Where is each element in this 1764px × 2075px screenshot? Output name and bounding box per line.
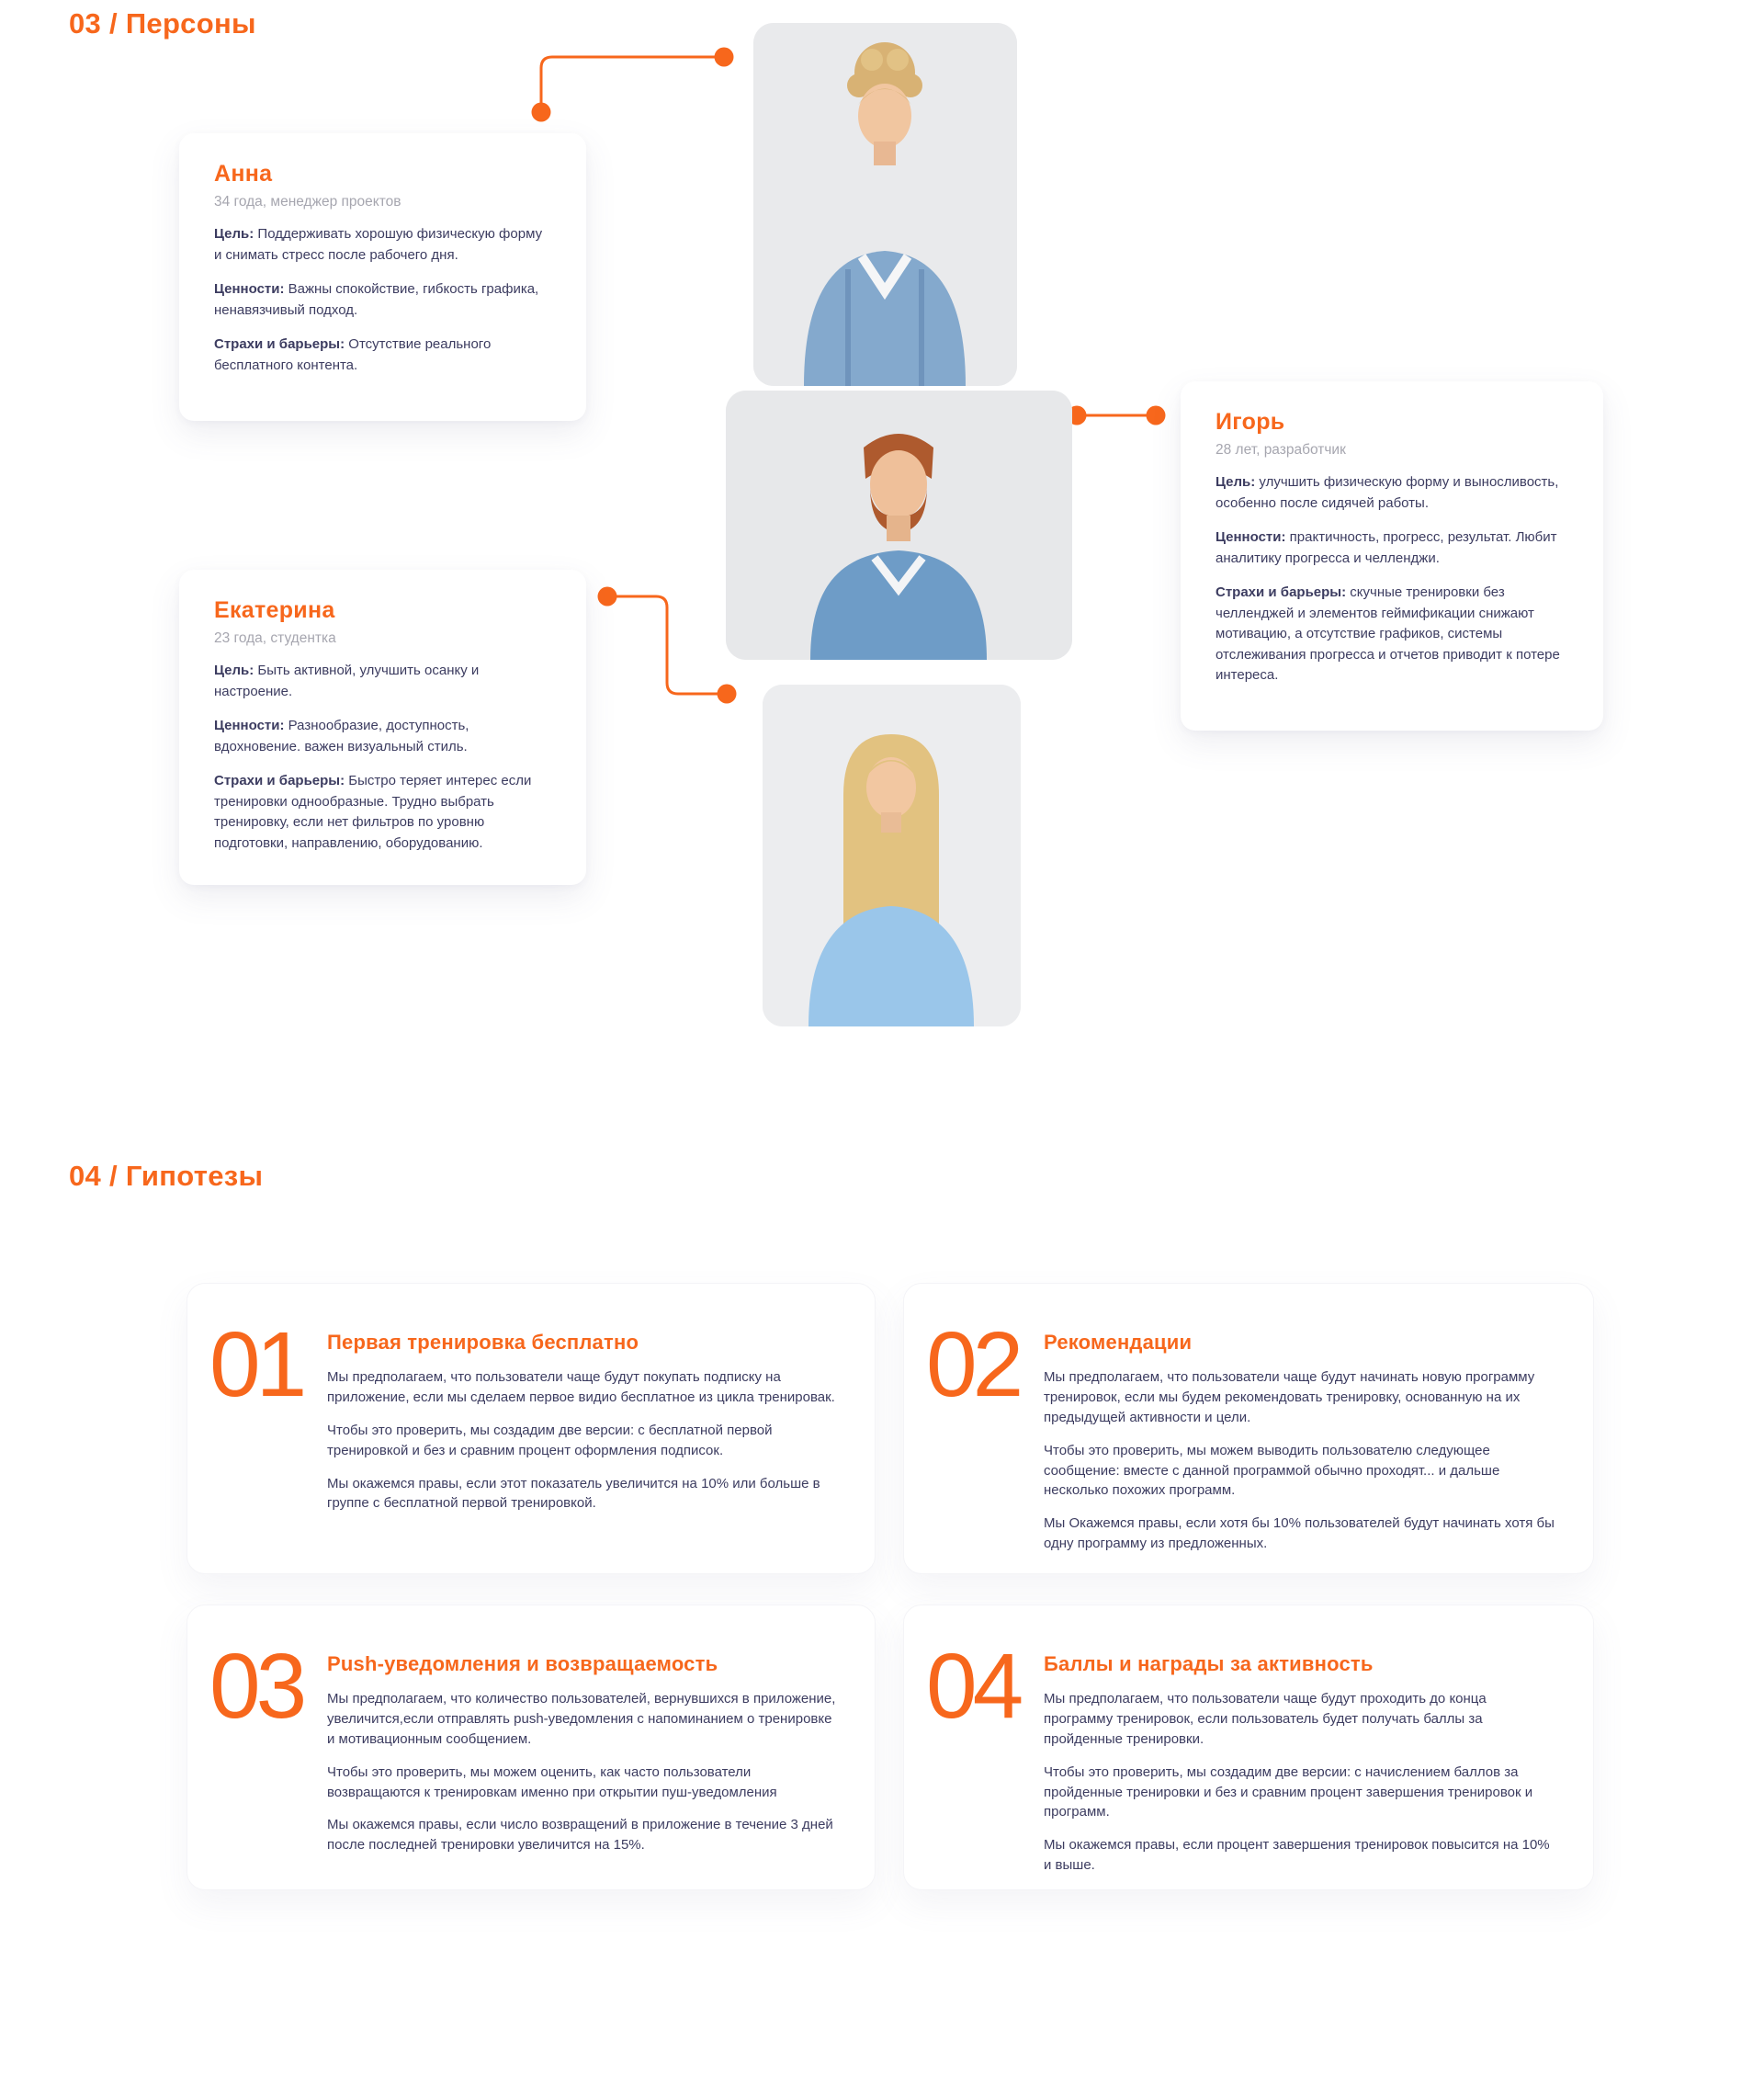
persona-name: Игорь xyxy=(1216,409,1285,435)
field-text: скучные тренировки без челленджей и элементов геймификации снижают мотивацию, а отсутствие графиков, системы отслеживания прогресса и отчетов приводит к потере интереса. xyxy=(1216,584,1560,683)
field-label: Страхи и барьеры: xyxy=(1216,584,1347,600)
hypothesis-paragraph: Мы предполагаем, что количество пользователей, вернувшихся в приложение, увеличится,если отправлять push-уведомления с напоминанием о тренировке и мотивационным сообщением. xyxy=(327,1691,836,1747)
hypothesis-paragraph: Мы предполагаем, что пользователи чаще будут начинать новую программу тренировок, если мы будем рекомендовать тренировку, основанную на их предыдущей активности и цели. xyxy=(1044,1369,1535,1425)
hypothesis-number: 02 xyxy=(926,1313,1020,1416)
hypothesis-title: Первая тренировка бесплатно xyxy=(327,1331,639,1354)
field-label: Ценности: xyxy=(214,281,285,297)
field-text: Быстро теряет интерес если тренировки однообразные. Трудно выбрать тренировку, если нет фильтров по уровню подготовки, направлению, оборудованию. xyxy=(214,773,532,851)
hypothesis-content xyxy=(1044,1648,1555,1876)
hypothesis-card-2 xyxy=(903,1283,1594,1574)
persona-name: Екатерина xyxy=(214,597,335,623)
field-text: Поддерживать хорошую физическую форму и снимать стресс после рабочего дня. xyxy=(214,226,543,263)
field-text: практичность, прогресс, результат. Любит аналитику прогресса и челленджи. xyxy=(1216,529,1557,566)
connector-anna xyxy=(532,48,734,122)
persona-card-igor xyxy=(1181,381,1603,731)
field-label: Ценности: xyxy=(1216,529,1286,545)
persona-field-values xyxy=(1216,527,1570,569)
hypothesis-content xyxy=(1044,1326,1555,1554)
hypothesis-content xyxy=(327,1326,836,1514)
field-label: Ценности: xyxy=(214,718,285,733)
section-title-hypotheses: 04 / Гипотезы xyxy=(69,1160,264,1192)
persona-name: Анна xyxy=(214,161,273,187)
hypothesis-paragraph: Чтобы это проверить, мы можем оценить, как часто пользователи возвращаются к тренировкам именно при открытии пуш-уведомления xyxy=(327,1763,777,1800)
hypothesis-card-4 xyxy=(903,1604,1594,1890)
hypothesis-card-1 xyxy=(187,1283,876,1574)
hypothesis-number: 04 xyxy=(926,1635,1020,1738)
hypothesis-paragraph: Чтобы это проверить, мы можем выводить пользователю следующее сообщение: вместе с данной программой обычно проходят... и дальше несколько похожих программ. xyxy=(1044,1442,1500,1499)
hypothesis-title: Push-уведомления и возвращаемость xyxy=(327,1652,718,1675)
persona-field-fears xyxy=(1216,583,1570,686)
hypothesis-paragraph: Мы окажемся правы, если число возвращений в приложение в течение 3 дней после последней тренировки увеличится на 15%. xyxy=(327,1817,833,1854)
field-text: Отсутствие реального бесплатного контента. xyxy=(214,336,492,373)
ekaterina-portrait-photo xyxy=(763,685,1021,1026)
persona-field-goal xyxy=(214,661,553,702)
man-red-hair-beard-denim-shirt-icon xyxy=(726,391,1072,660)
persona-subtitle: 34 года, менеджер проектов xyxy=(214,194,401,210)
persona-field-goal xyxy=(214,224,553,266)
field-label: Цель: xyxy=(214,663,254,678)
persona-card-ekaterina xyxy=(179,570,586,885)
persona-subtitle: 28 лет, разработчик xyxy=(1216,442,1346,458)
hypothesis-paragraph: Мы окажемся правы, если процент завершения тренировок повысится на 10% и выше. xyxy=(1044,1837,1550,1874)
woman-long-blonde-hair-blue-sweater-icon xyxy=(763,685,1021,1026)
persona-card-anna xyxy=(179,133,586,421)
field-text: Важны спокойствие, гибкость графика, ненавязчивый подход. xyxy=(214,281,539,318)
field-text: Быть активной, улучшить осанку и настроение. xyxy=(214,663,480,699)
field-text: улучшить физическую форму и выносливость, особенно после сидячей работы. xyxy=(1216,474,1559,511)
hypothesis-paragraph: Мы предполагаем, что пользователи чаще будут покупать подписку на приложение, если мы сделаем первое видио бесплатное из цикла тренировак. xyxy=(327,1369,835,1405)
persona-field-goal xyxy=(1216,472,1570,514)
hypothesis-content xyxy=(327,1648,836,1855)
hypothesis-number: 03 xyxy=(209,1635,303,1738)
field-label: Цель: xyxy=(1216,474,1256,490)
persona-subtitle: 23 года, студентка xyxy=(214,630,336,646)
hypothesis-title: Рекомендации xyxy=(1044,1331,1193,1354)
hypothesis-number: 01 xyxy=(209,1313,303,1416)
hypothesis-paragraph: Мы окажемся правы, если этот показатель увеличится на 10% или больше в группе с бесплатной первой тренировкой. xyxy=(327,1475,820,1512)
anna-portrait-photo xyxy=(753,23,1017,386)
field-label: Цель: xyxy=(214,226,254,242)
persona-field-fears xyxy=(214,334,553,376)
connector-ekaterina xyxy=(598,587,737,704)
hypothesis-paragraph: Мы предполагаем, что пользователи чаще будут проходить до конца программу тренировок, если пользователь будет получать баллы за пройденные тренировки. xyxy=(1044,1691,1487,1747)
connector-igor xyxy=(1068,406,1166,425)
hypothesis-paragraph: Чтобы это проверить, мы создадим две версии: с начислением баллов за пройденные тренировки и без и сравним процент завершения тренировок и программ. xyxy=(1044,1763,1533,1820)
hypothesis-paragraph: Чтобы это проверить, мы создадим две версии: с бесплатной первой тренировкой и без и сравним процент оформления подписок. xyxy=(327,1422,773,1458)
persona-field-values xyxy=(214,716,553,757)
section-title-personas: 03 / Персоны xyxy=(69,7,256,40)
persona-field-fears xyxy=(214,771,553,854)
hypothesis-card-3 xyxy=(187,1604,876,1890)
woman-curly-updo-denim-jacket-icon xyxy=(753,23,1017,386)
igor-portrait-photo xyxy=(726,391,1072,660)
hypothesis-paragraph: Мы Окажемся правы, если хотя бы 10% пользователей будут начинать хотя бы одну программу из предложенных. xyxy=(1044,1515,1555,1552)
field-label: Страхи и барьеры: xyxy=(214,336,345,352)
field-text: Разнообразие, доступность, вдохновение. важен визуальный стиль. xyxy=(214,718,469,754)
persona-field-values xyxy=(214,279,553,321)
hypothesis-title: Баллы и награды за активность xyxy=(1044,1652,1374,1675)
field-label: Страхи и барьеры: xyxy=(214,773,345,788)
